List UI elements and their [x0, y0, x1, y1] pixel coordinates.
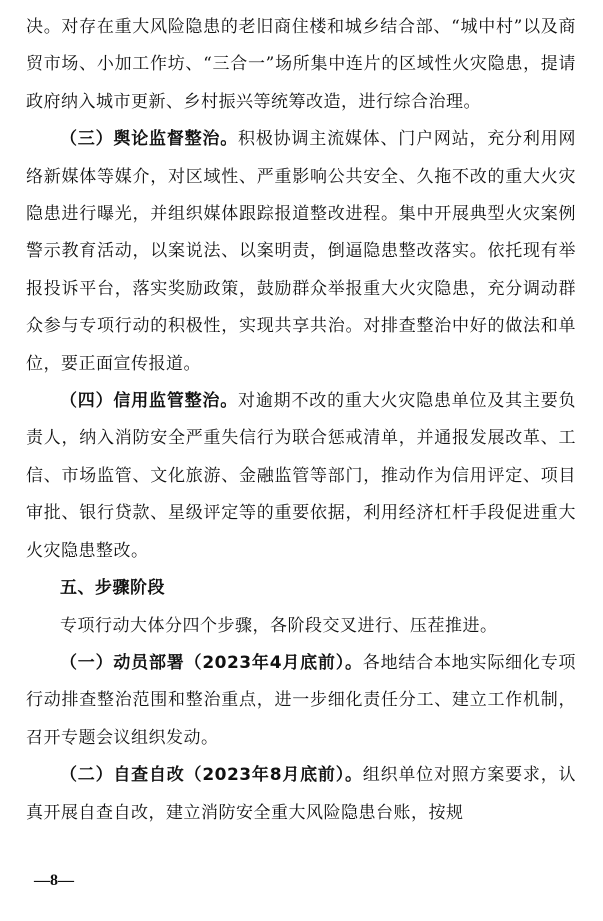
paragraph-continuation [26, 9, 576, 121]
paragraph-lead: （三）舆论监督整治。 [60, 129, 239, 150]
paragraph-text: 对逾期不改的重大火灾隐患单位及其主要负责人，纳入消防安全严重失信行为联合惩戒清单，并通报发展改革、工信、市场监管、文化旅游、金融监管等部门，推动作为信用评定、项目审批、银行贷款、星级评定等的重要依据，利用经济杠杆手段促进重大火灾隐患整改。 [26, 391, 577, 561]
paragraph-text: 积极协调主流媒体、门户网站，充分利用网络新媒体等媒介，对区域性、严重影响公共安全、久拖不改的重大火灾隐患进行曝光，并组织媒体跟踪报道整改进程。集中开展典型火灾案例警示教育活动，以案说法、以案明责，倒逼隐患整改落实。依托现有举报投诉平台，落实奖励政策，鼓励群众举报重大火灾隐患，充分调动群众参与专项行动的积极性，实现共享共治。对排查整治中好的做法和单位，要正面宣传报道。 [26, 129, 577, 374]
page-number: —8— [34, 872, 74, 889]
paragraph-text: 各地结合本地实际细化专项行动排查整治范围和整治重点，进一步细化责任分工、建立工作机制，召开专题会议组织发动。 [26, 652, 576, 748]
paragraph-steps-intro [26, 608, 576, 645]
paragraph-lead: （一）动员部署（2023年4月底前）。 [60, 652, 363, 673]
paragraph-text: 专项行动大体分四个步骤，各阶段交叉进行、压茬推进。 [60, 615, 498, 636]
paragraph-lead: （四）信用监管整治。 [60, 391, 239, 412]
paragraph-mobilization [26, 645, 576, 757]
section-heading: 五、步骤阶段 [60, 578, 165, 599]
paragraph-text: 组织单位对照方案要求，认真开展自查自改，建立消防安全重大风险隐患台账，按规 [26, 765, 576, 823]
body-text [26, 9, 576, 832]
paragraph-public-opinion-supervision [26, 121, 576, 383]
paragraph-text: 决。对存在重大风险隐患的老旧商住楼和城乡结合部、“城中村”以及商贸市场、小加工作坊、“三合一”场所集中连片的区域性火灾隐患，提请政府纳入城市更新、乡村振兴等统筹改造，进行综合治理。 [26, 17, 576, 112]
paragraph-lead: （二）自查自改（2023年8月底前）。 [60, 765, 363, 786]
paragraph-credit-supervision [26, 383, 576, 570]
paragraph-self-inspection [26, 757, 576, 832]
